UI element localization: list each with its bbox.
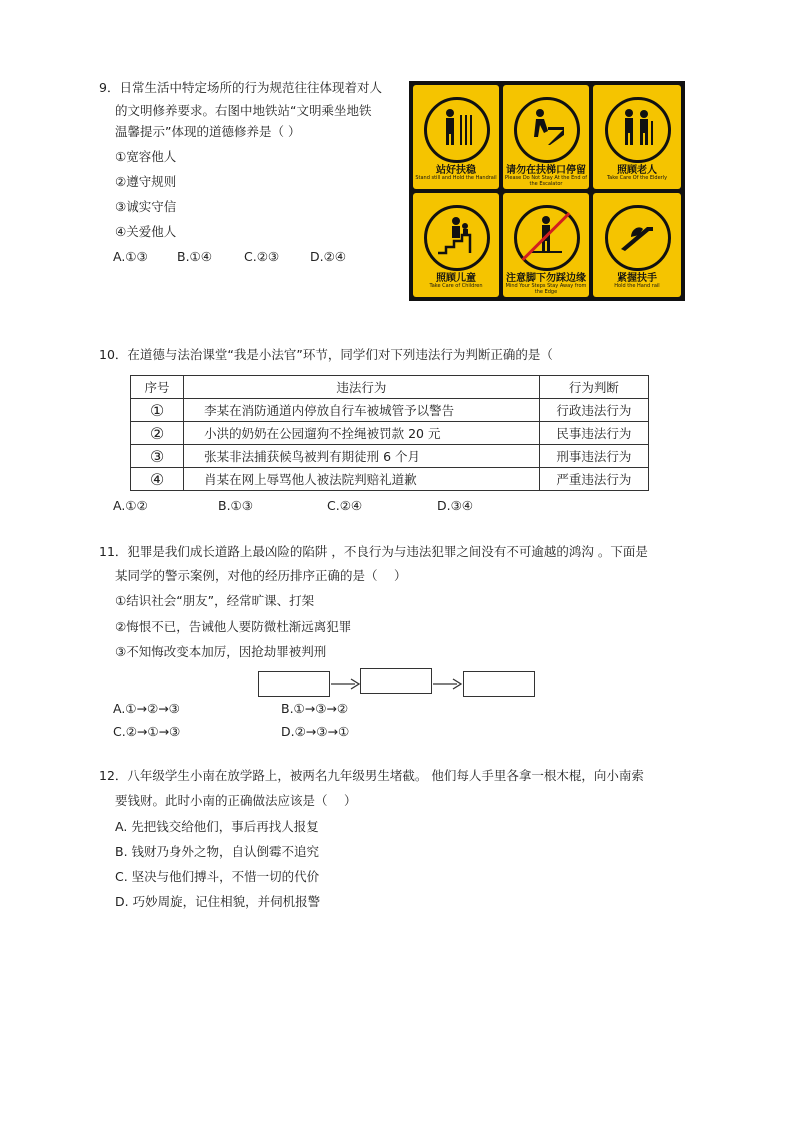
sign-english: Hold the Hand rail [614,283,660,289]
q11-choice-b[interactable]: B.①→③→② [281,701,349,716]
q9-option-3: ③诚实守信 [115,199,177,214]
escalator-exit-icon [526,107,566,147]
elderly-care-icon [617,107,657,147]
sign-english: Please Do Not Stay At the End of the Escalator [505,175,587,187]
table-header: 序号 [131,376,184,399]
sign-stand-still [413,85,499,189]
q12-stem-line-1: 12．八年级学生小南在放学路上，被两名九年级男生堵截。 他们每人手里各拿一根木棍，向小南索 [99,768,644,783]
hand-rail-icon [617,215,657,255]
q11-choice-c[interactable]: C.②→①→③ [113,724,181,739]
sign-children [413,193,499,297]
sign-no-stay [503,85,589,189]
table-cell-behavior: 肖某在网上辱骂他人被法院判赔礼道歉 [184,468,540,491]
q11-stem-line-1: 11．犯罪是我们成长道路上最凶险的陷阱 ，不良行为与违法犯罪之间没有不可逾越的鸿沟 。下面是 [99,544,648,559]
table-cell-behavior: 李某在消防通道内停放自行车被城管予以警告 [184,399,540,422]
q9-option-4: ④关爱他人 [115,224,177,239]
q9-option-1: ①宽容他人 [115,149,177,164]
q11-stem-line-2: 某同学的警示案例，对他的经历排序正确的是（ ） [115,568,407,583]
person-handrail-icon [436,107,476,147]
q9-choice-b[interactable]: B.①④ [177,249,212,264]
table-cell-judgment: 行政违法行为 [539,399,648,422]
table-cell-judgment: 刑事违法行为 [539,445,648,468]
flow-box-1 [258,671,330,697]
sign-label: 照顾老人 [617,165,657,176]
sign-english: Stand still and Hold the Handrail [415,175,497,181]
q9-choice-c[interactable]: C.②③ [244,249,280,264]
q12-choice-a[interactable]: A. 先把钱交给他们，事后再找人报复 [115,819,319,834]
table-header: 行为判断 [539,376,648,399]
table-header-row [131,376,649,399]
violation-table [130,375,649,491]
q9-option-2: ②遵守规则 [115,174,177,189]
table-header: 违法行为 [184,376,540,399]
arrow-right-icon [331,676,361,692]
q10-stem: 10．在道德与法治课堂“我是小法官”环节，同学们对下列违法行为判断正确的是（ [99,347,553,362]
table-row [131,445,649,468]
q9-stem-line-2: 的文明修养要求。右图中地铁站“文明乘坐地铁 [115,103,372,118]
q9-choice-a[interactable]: A.①③ [113,249,148,264]
sign-label: 紧握扶手 [617,273,657,284]
sign-english: Take Care Of the Elderly [606,175,668,181]
q12-choice-b[interactable]: B. 钱财乃身外之物，自认倒霉不追究 [115,844,320,859]
q11-option-1: ①结识社会“朋友”，经常旷课、打架 [115,593,315,608]
subway-etiquette-signs [409,81,685,301]
q11-choice-d[interactable]: D.②→③→① [281,724,350,739]
sign-label: 照顾儿童 [436,273,476,284]
q10-choice-d[interactable]: D.③④ [437,498,474,513]
q11-choice-a[interactable]: A.①→②→③ [113,701,180,716]
q12-stem-line-2: 要钱财。此时小南的正确做法应该是（ ） [115,793,357,808]
flow-box-2 [360,668,432,694]
table-row [131,399,649,422]
table-cell-behavior: 张某非法捕获候鸟被判有期徒刑 6 个月 [184,445,540,468]
table-row [131,422,649,445]
q12-choice-d[interactable]: D. 巧妙周旋，记住相貌，并伺机报警 [115,894,321,909]
q9-stem-line-1: 9．日常生活中特定场所的行为规范往往体现着对人 [99,80,382,95]
sign-english: Take Care of Children [429,283,483,289]
q12-choice-c[interactable]: C. 坚决与他们搏斗，不惜一切的代价 [115,869,320,884]
table-cell-number: ① [131,399,184,422]
q10-choice-a[interactable]: A.①② [113,498,148,513]
child-care-icon [436,215,476,255]
table-cell-number: ④ [131,468,184,491]
table-cell-behavior: 小洪的奶奶在公园遛狗不拴绳被罚款 20 元 [184,422,540,445]
table-cell-number: ② [131,422,184,445]
flow-box-3 [463,671,535,697]
q10-choice-c[interactable]: C.②④ [327,498,363,513]
q9-stem-line-3: 温馨提示”体现的道德修养是（ ） [115,124,301,139]
table-cell-number: ③ [131,445,184,468]
q11-option-3: ③不知悔改变本加厉，因抢劫罪被判刑 [115,644,327,659]
q9-choice-d[interactable]: D.②④ [310,249,347,264]
sign-hold-rail [593,193,681,297]
q11-option-2: ②悔恨不已，告诫他人要防微杜渐远离犯罪 [115,619,352,634]
sign-elderly [593,85,681,189]
q10-choice-b[interactable]: B.①③ [218,498,253,513]
table-cell-judgment: 严重违法行为 [539,468,648,491]
sign-mind-steps [503,193,589,297]
arrow-right-icon [433,676,463,692]
table-cell-judgment: 民事违法行为 [539,422,648,445]
sign-label: 请勿在扶梯口停留 [506,165,586,176]
table-row [131,468,649,491]
sign-label: 注意脚下勿踩边缘 [506,273,586,284]
sign-english: Mind Your Steps Stay Away from the Edge [505,283,587,295]
sign-label: 站好扶稳 [436,165,476,176]
